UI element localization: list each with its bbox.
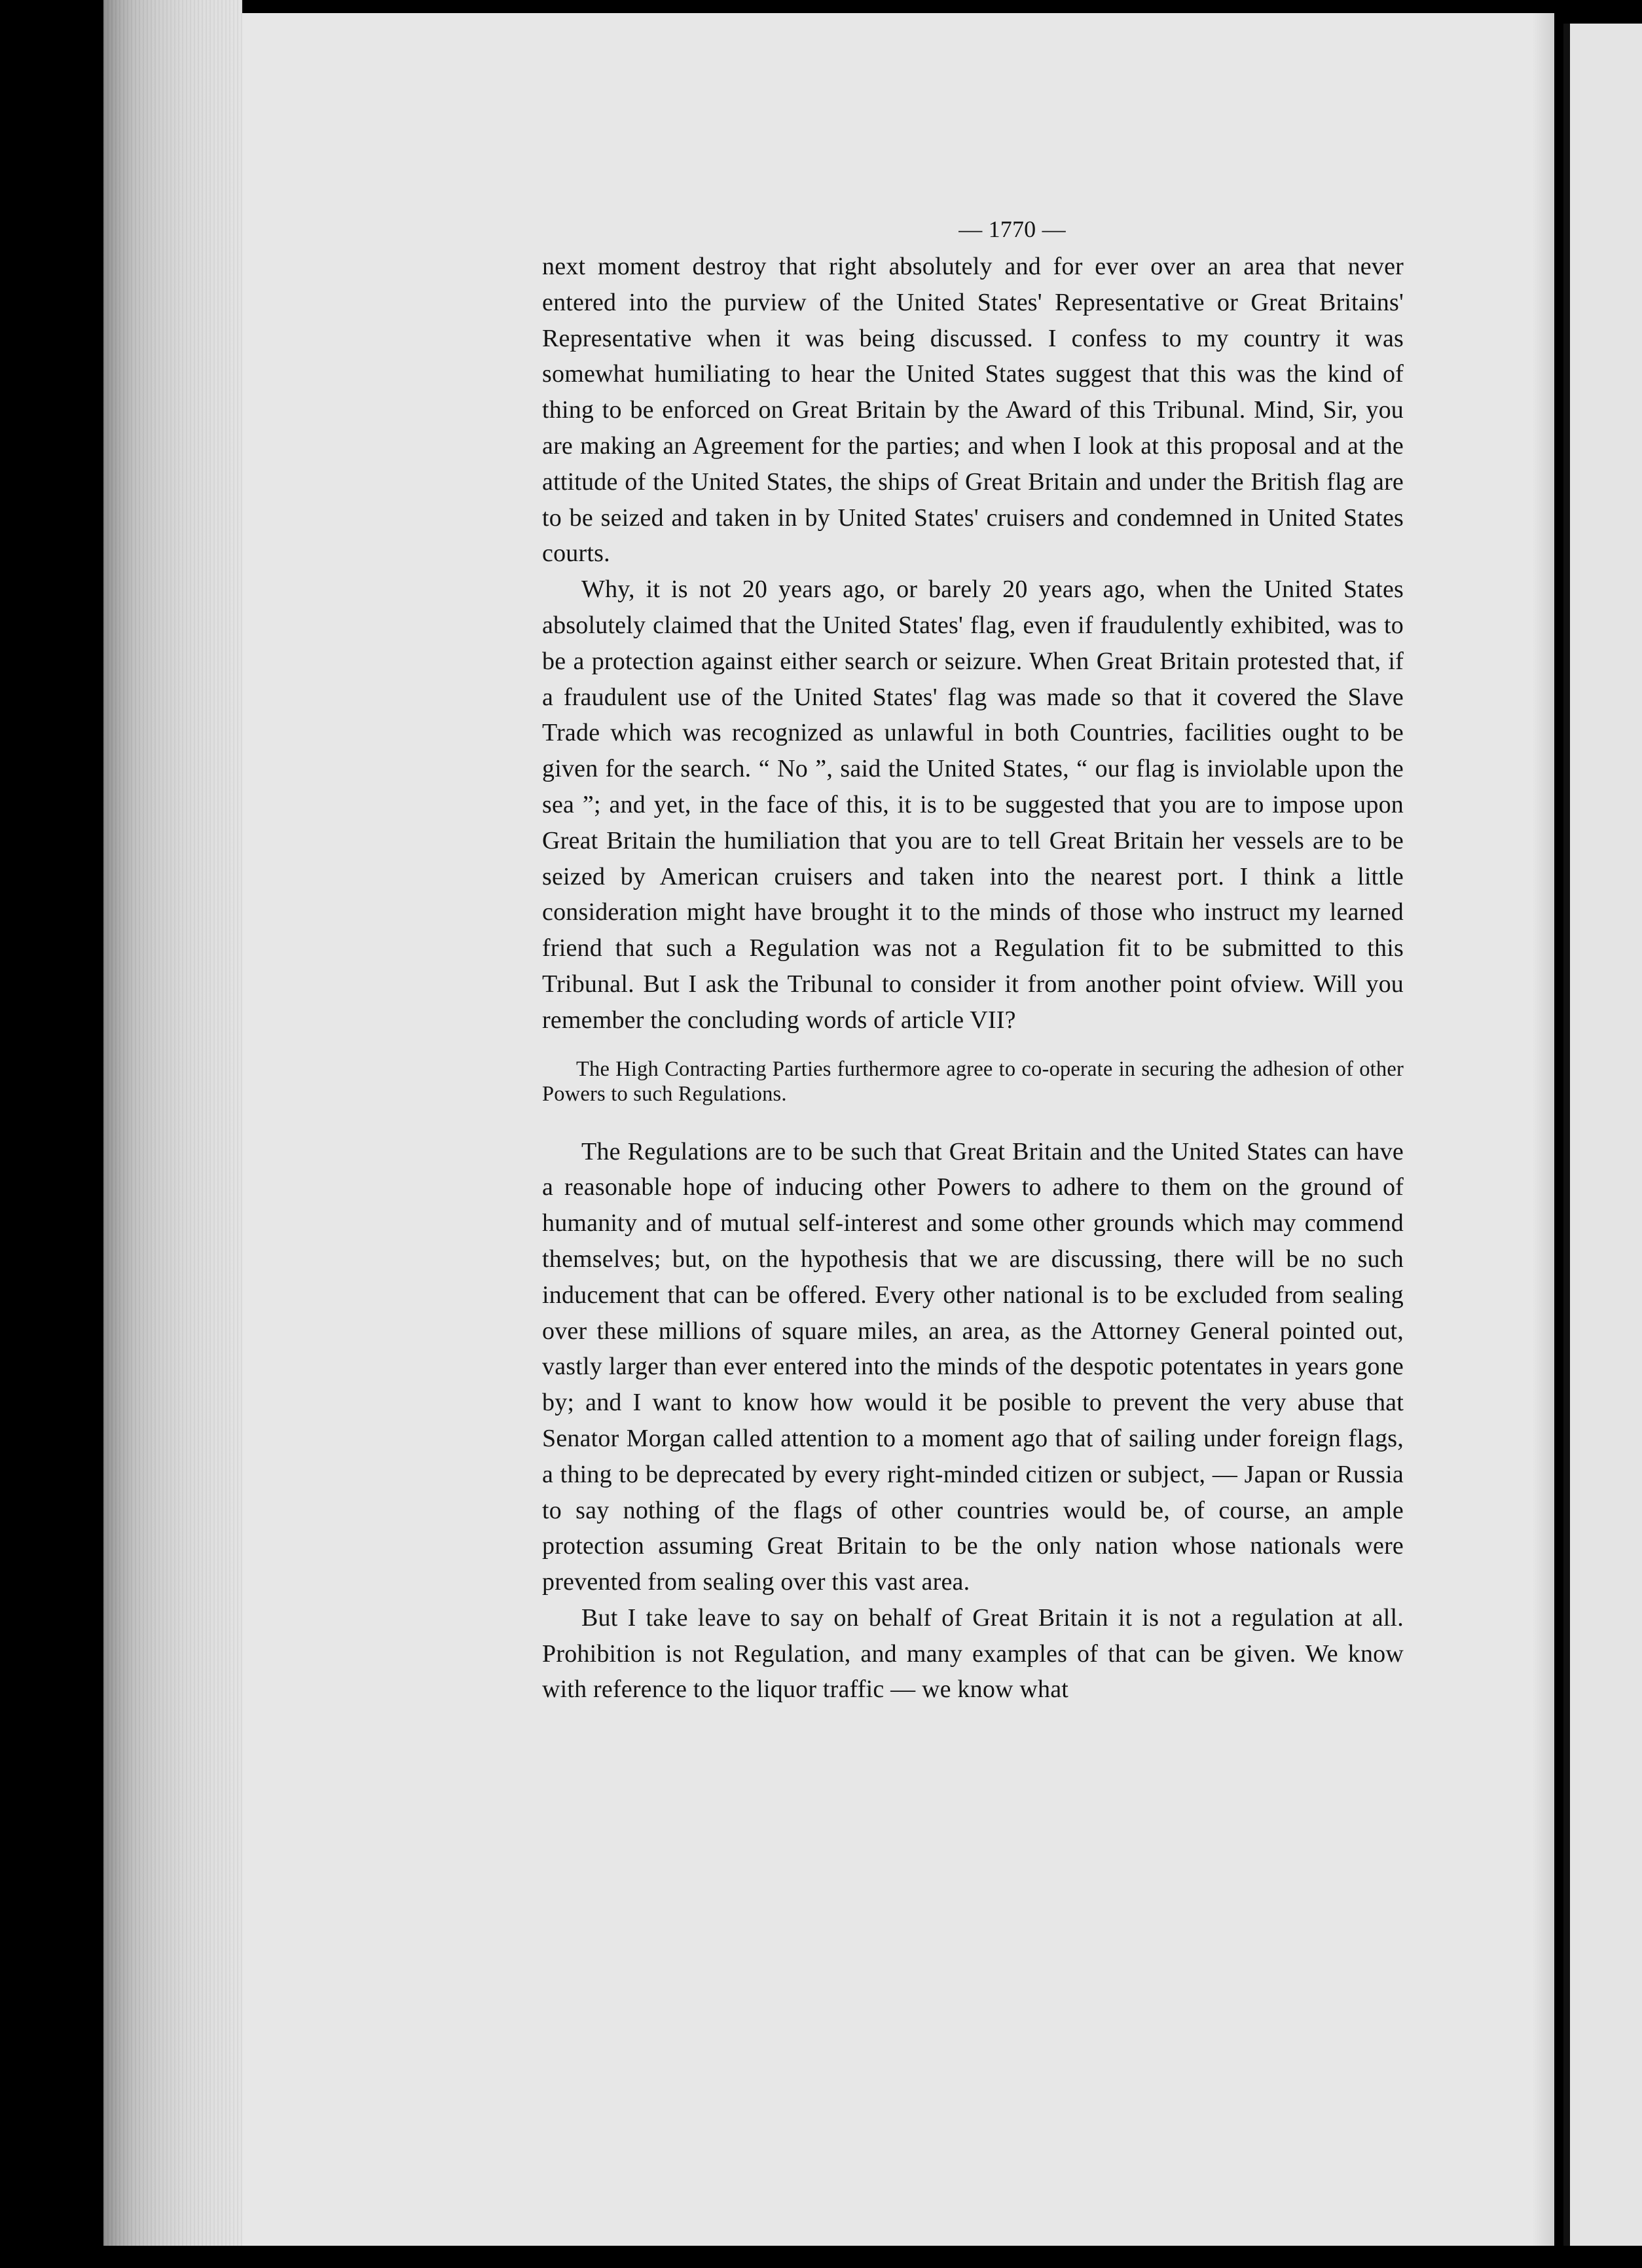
facing-page-edge bbox=[1563, 24, 1642, 2246]
block-quote: The High Contracting Parties furthermore agree to co-operate in securing the adhesion of other Powers to such Regulations. bbox=[542, 1057, 1404, 1106]
book-page-edges bbox=[103, 0, 242, 2268]
scan-border-bottom bbox=[0, 2246, 1642, 2268]
paragraph: The Regulations are to be such that Great Britain and the United States can have a reasonable hope of inducing other Powers to adhere to them on the ground of humanity and of mutual self-interest and some other grounds which may commend themselves; but, on the hypothesis that we are discussing, there will be no such inducement that can be offered. Every other national is to be excluded from sealing over these millions of square miles, an area, as the Attorney General pointed out, vastly larger than ever entered into the minds of the despotic potentates in years gone by; and I want to know how would it be posible to prevent the very abuse that Senator Morgan called attention to a moment ago that of sailing under foreign flags, a thing to be deprecated by every right-minded citizen or subject, — Japan or Russia to say nothing of the flags of other countries would be, of course, an ample protection assuming Great Britain to be the only nation whose nationals were prevented from sealing over this vast area. bbox=[542, 1137, 1404, 1596]
gutter-shadow bbox=[1532, 13, 1554, 2246]
scan-border-left bbox=[0, 0, 103, 2268]
paragraph: next moment destroy that right absolutely and for ever over an area that never entered into the purview of the United States' Representative or Great Britains' Representative when it was being discussed. I confess to my country it was somewhat humiliating to hear the United States suggest that this was the kind of thing to be enforced on Great Britain by the Award of this Tribunal. Mind, Sir, you are making an Agreement for the parties; and when I look at this proposal and at the attitude of the United States, the ships of Great Britain and under the British flag are to be seized and taken in by United States' cruisers and condemned in United States courts. bbox=[542, 253, 1404, 568]
paragraph: Why, it is not 20 years ago, or barely 20 years ago, when the United States absolutely claimed that the United States' flag, even if fraudulently exhibited, was to be a protection against either search or seizure. When Great Britain protested that, if a fraudulent use of the United States' flag was made so that it covered the Slave Trade which was recognized as unlawful in both Countries, facilities ought to be given for the search. “ No ”, said the United States, “ our flag is inviolable upon the sea ”; and yet, in the face of this, it is to be suggested that you are to impose upon Great Britain the humiliation that you are to tell Great Britain her vessels are to be seized by American cruisers and taken into the nearest port. I think a little consideration might have brought it to the minds of those who instruct my learned friend that such a Regulation was not a Regulation fit to be submitted to this Tribunal. But I ask the Tribunal to consider it from another point ofview. Will you remember the concluding words of article VII? bbox=[542, 576, 1404, 1034]
page-text-block bbox=[542, 210, 1404, 1708]
page-number: — 1770 — bbox=[958, 216, 1066, 242]
paragraph: But I take leave to say on behalf of Great Britain it is not a regulation at all. Prohibition is not Regulation, and many examples of that can be given. We know with reference to the liquor traffic — we know what bbox=[542, 1603, 1404, 1704]
scan-border-top bbox=[0, 0, 1642, 13]
